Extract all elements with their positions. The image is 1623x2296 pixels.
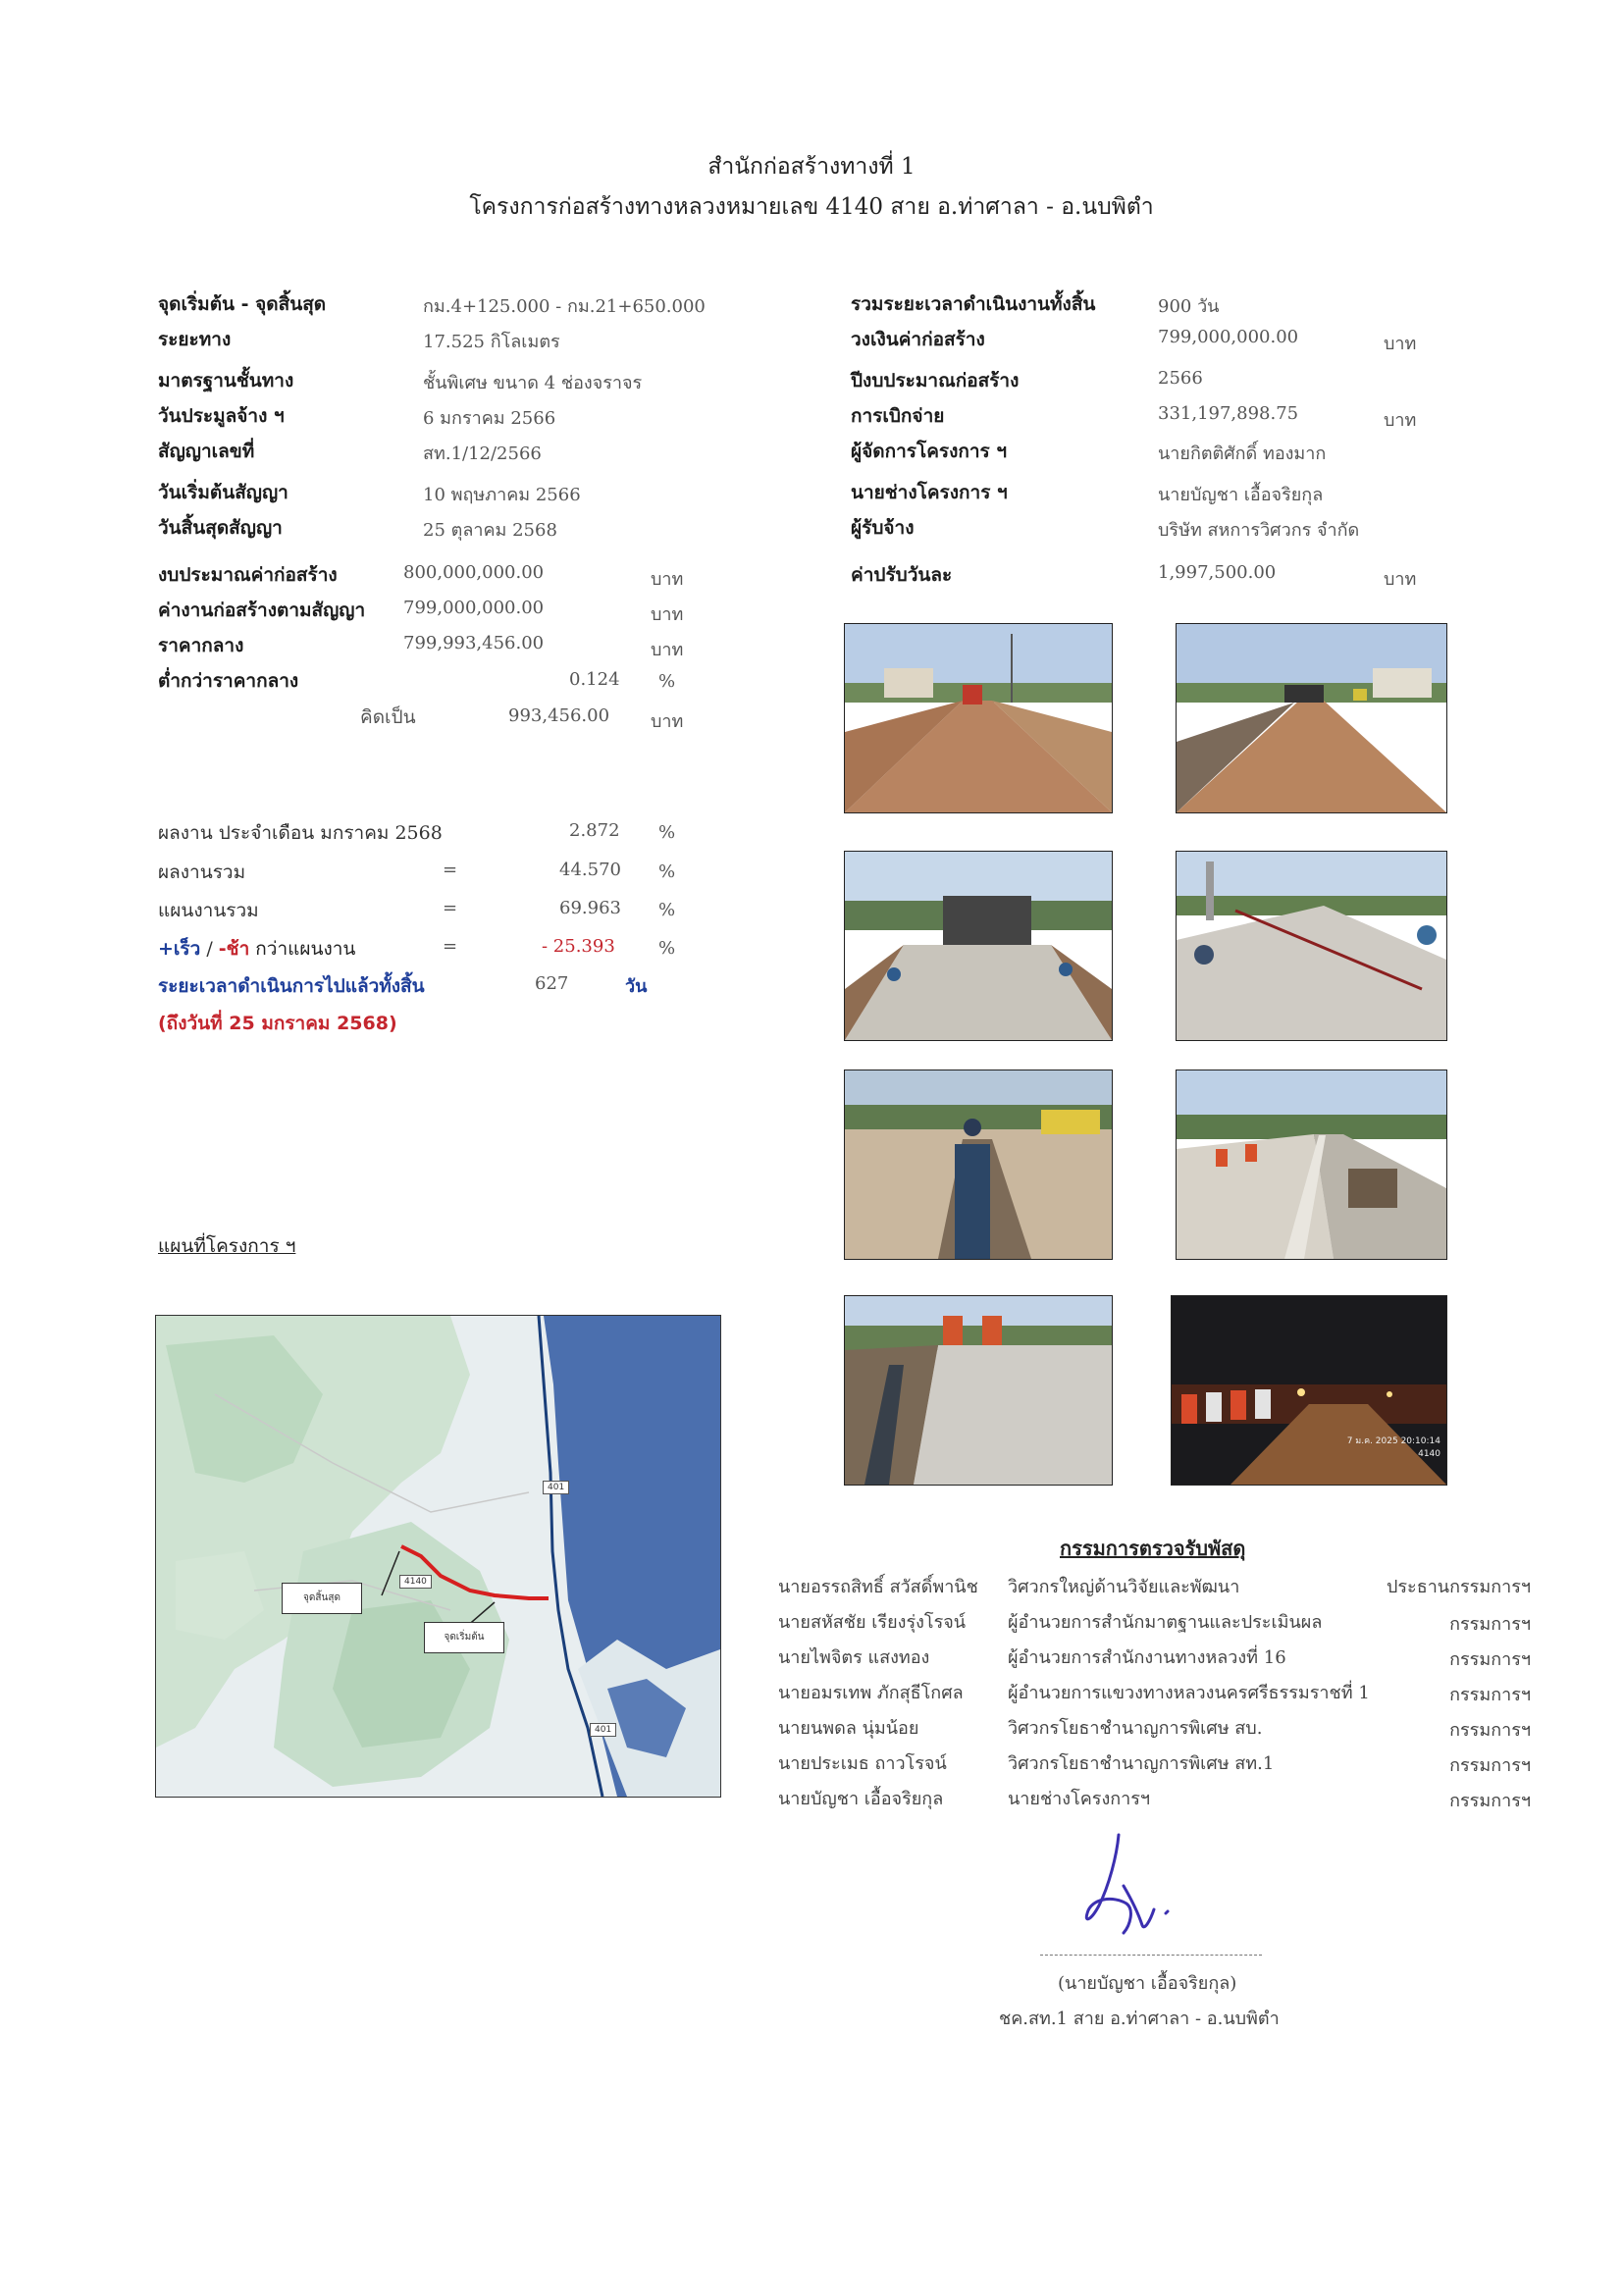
member-role: กรรมการฯ (1449, 1720, 1531, 1741)
project-manager-value: นายกิตติศักดิ์ ทองมาก (1158, 444, 1327, 464)
route-shield: 4140 (399, 1575, 432, 1589)
construction-amount-label: วงเงินค่าก่อสร้าง (851, 329, 985, 350)
project-engineer-label: นายช่างโครงการ ฯ (851, 482, 1008, 503)
contractor-label: ผู้รับจ้าง (851, 517, 915, 539)
distance-label: ระยะทาง (158, 329, 232, 350)
member-position: ผู้อำนวยการแขวงทางหลวงนครศรีธรรมราชที่ 1 (1008, 1683, 1370, 1703)
total-progress-unit: % (658, 861, 676, 882)
photo-code-stamp: 4140 (1418, 1449, 1440, 1459)
construction-amount-unit: บาท (1384, 334, 1417, 354)
monthly-progress-unit: % (658, 822, 676, 843)
contract-start-value: 10 พฤษภาคม 2566 (423, 485, 581, 505)
member-name: นายประเมธ ถาวโรจน์ (778, 1753, 947, 1774)
member-name: นายบัญชา เอื้อจริยกุล (778, 1789, 944, 1809)
project-manager-label: ผู้จัดการโครงการ ฯ (851, 441, 1008, 462)
photo-concrete-2 (1176, 851, 1447, 1041)
member-role: กรรมการฯ (1449, 1649, 1531, 1670)
member-role: กรรมการฯ (1449, 1755, 1531, 1776)
member-role: กรรมการฯ (1449, 1791, 1531, 1811)
map-graphic (156, 1316, 720, 1797)
plan-progress-value: 69.963 (559, 898, 621, 918)
daily-fine-unit: บาท (1384, 569, 1417, 590)
member-position: วิศวกรโยธาชำนาญการพิเศษ สบ. (1008, 1718, 1263, 1739)
member-name: นายไพจิตร แสงทอง (778, 1647, 930, 1668)
below-median-unit: % (658, 671, 676, 692)
member-position: วิศวกรใหญ่ด้านวิจัยและพัฒนา (1008, 1577, 1240, 1597)
plan-progress-eq: = (443, 898, 458, 918)
total-progress-value: 44.570 (559, 860, 621, 880)
equals-unit: บาท (651, 711, 684, 732)
signer-position: ชค.สท.1 สาย อ.ท่าศาลา - อ.นบพิตำ (999, 2009, 1280, 2029)
disbursement-value: 331,197,898.75 (1158, 403, 1299, 424)
member-name: นายสหัสชัย เรียงรุ่งโรจน์ (778, 1612, 967, 1633)
member-name: นายอมรเทพ ภักสุธีโกศล (778, 1683, 964, 1703)
construction-amount-value: 799,000,000.00 (1158, 327, 1299, 347)
map-title: แผนที่โครงการ ฯ (158, 1235, 296, 1257)
contract-cost-value: 799,000,000.00 (403, 598, 545, 618)
auction-date-label: วันประมูลจ้าง ฯ (158, 405, 285, 427)
elapsed-unit: วัน (625, 976, 648, 997)
office-title: สำนักก่อสร้างทางที่ 1 (707, 154, 916, 180)
contract-no-value: สท.1/12/2566 (423, 444, 542, 464)
diff-fast: +เร็ว (158, 938, 201, 960)
photo-median-barrier (1176, 1070, 1447, 1260)
contract-cost-unit: บาท (651, 604, 684, 625)
duration-value: 900 วัน (1158, 296, 1220, 317)
member-position: วิศวกรโยธาชำนาญการพิเศษ สท.1 (1008, 1753, 1275, 1774)
elapsed-label: ระยะเวลาดำเนินการไปแล้วทั้งสิ้น (158, 975, 425, 997)
signature-mark (1070, 1827, 1207, 1950)
median-price-unit: บาท (651, 640, 684, 660)
member-role: ประธานกรรมการฯ (1386, 1577, 1531, 1597)
distance-value: 17.525 กิโลเมตร (423, 332, 560, 352)
fiscal-year-label: ปีงบประมาณก่อสร้าง (851, 370, 1020, 391)
diff-unit: % (658, 938, 676, 959)
diff-label (158, 934, 355, 964)
project-title: โครงการก่อสร้างทางหลวงหมายเลข 4140 สาย อ.ท่าศาลา - อ.นบพิตำ (469, 194, 1154, 220)
median-price-label: ราคากลาง (158, 635, 244, 656)
member-position: ผู้อำนวยการสำนักงานทางหลวงที่ 16 (1008, 1647, 1286, 1668)
monthly-progress-label: ผลงาน ประจำเดือน มกราคม 2568 (158, 822, 443, 844)
member-role: กรรมการฯ (1449, 1614, 1531, 1635)
below-median-label: ต่ำกว่าราคากลาง (158, 670, 299, 692)
photo-drainage (844, 1295, 1113, 1486)
member-position: ผู้อำนวยการสำนักมาตฐานและประเมินผล (1008, 1612, 1323, 1633)
highway-shield-south: 401 (590, 1723, 616, 1737)
diff-slash: / (200, 938, 219, 960)
highway-shield-north: 401 (543, 1481, 569, 1494)
disbursement-unit: บาท (1384, 410, 1417, 431)
road-class-value: ชั้นพิเศษ ขนาด 4 ช่องจราจร (423, 373, 643, 393)
budget-label: งบประมาณค่าก่อสร้าง (158, 564, 338, 586)
member-position: นายช่างโครงการฯ (1008, 1789, 1151, 1809)
project-engineer-value: นายบัญชา เอื้อจริยกุล (1158, 485, 1324, 505)
member-name: นายอรรถสิทธิ์ สวัสดิ์พานิช (778, 1577, 978, 1597)
budget-value: 800,000,000.00 (403, 562, 545, 583)
signer-name: (นายบัญชา เอื้อจริยกุล) (1058, 1973, 1237, 1994)
total-progress-eq: = (443, 860, 458, 880)
daily-fine-value: 1,997,500.00 (1158, 562, 1277, 583)
contract-end-label: วันสิ้นสุดสัญญา (158, 517, 283, 539)
start-end-value: กม.4+125.000 - กม.21+650.000 (423, 296, 706, 317)
member-name: นายนพดล นุ่มน้อย (778, 1718, 919, 1739)
project-map (155, 1315, 721, 1798)
start-end-label: จุดเริ่มต้น - จุดสิ้นสุด (158, 293, 327, 315)
elapsed-value: 627 (535, 973, 569, 994)
member-role: กรรมการฯ (1449, 1685, 1531, 1705)
photo-paving-2 (1176, 623, 1447, 813)
contract-cost-label: ค่างานก่อสร้างตามสัญญา (158, 600, 366, 621)
contract-start-label: วันเริ่มต้นสัญญา (158, 482, 288, 503)
monthly-progress-value: 2.872 (569, 820, 620, 841)
daily-fine-label: ค่าปรับวันละ (851, 564, 953, 586)
photo-paving-1 (844, 623, 1113, 813)
total-progress-label: ผลงานรวม (158, 861, 246, 883)
as-of-date: (ถึงวันที่ 25 มกราคม 2568) (158, 1013, 397, 1034)
start-point-label: จุดเริ่มต้น (424, 1622, 504, 1653)
fiscal-year-value: 2566 (1158, 368, 1203, 389)
auction-date-value: 6 มกราคม 2566 (423, 408, 556, 429)
plan-progress-unit: % (658, 900, 676, 920)
disbursement-label: การเบิกจ่าย (851, 405, 945, 427)
diff-eq: = (443, 936, 458, 957)
median-price-value: 799,993,456.00 (403, 633, 545, 653)
budget-unit: บาท (651, 569, 684, 590)
photo-pipe-laying (844, 1070, 1113, 1260)
equals-value: 993,456.00 (508, 705, 610, 726)
contractor-value: บริษัท สหการวิศวกร จำกัด (1158, 520, 1360, 541)
duration-label: รวมระยะเวลาดำเนินงานทั้งสิ้น (851, 293, 1096, 315)
committee-title: กรรมการตรวจรับพัสดุ (1060, 1537, 1246, 1560)
end-point-label: จุดสิ้นสุด (282, 1583, 362, 1614)
photo-date-stamp: 7 ม.ค. 2025 20:10:14 (1346, 1436, 1440, 1446)
diff-rest: กว่าแผนงาน (249, 938, 356, 960)
diff-slow: -ช้า (218, 938, 250, 960)
contract-end-value: 25 ตุลาคม 2568 (423, 520, 557, 541)
diff-value: - 25.393 (542, 936, 615, 957)
below-median-value: 0.124 (569, 669, 620, 690)
contract-no-label: สัญญาเลขที่ (158, 441, 255, 462)
plan-progress-label: แผนงานรวม (158, 900, 259, 921)
photo-night-work (1171, 1295, 1447, 1486)
signature-line (1040, 1955, 1262, 1956)
equals-label: คิดเป็น (360, 706, 416, 728)
road-class-label: มาตรฐานชั้นทาง (158, 370, 294, 391)
photo-concrete-1 (844, 851, 1113, 1041)
